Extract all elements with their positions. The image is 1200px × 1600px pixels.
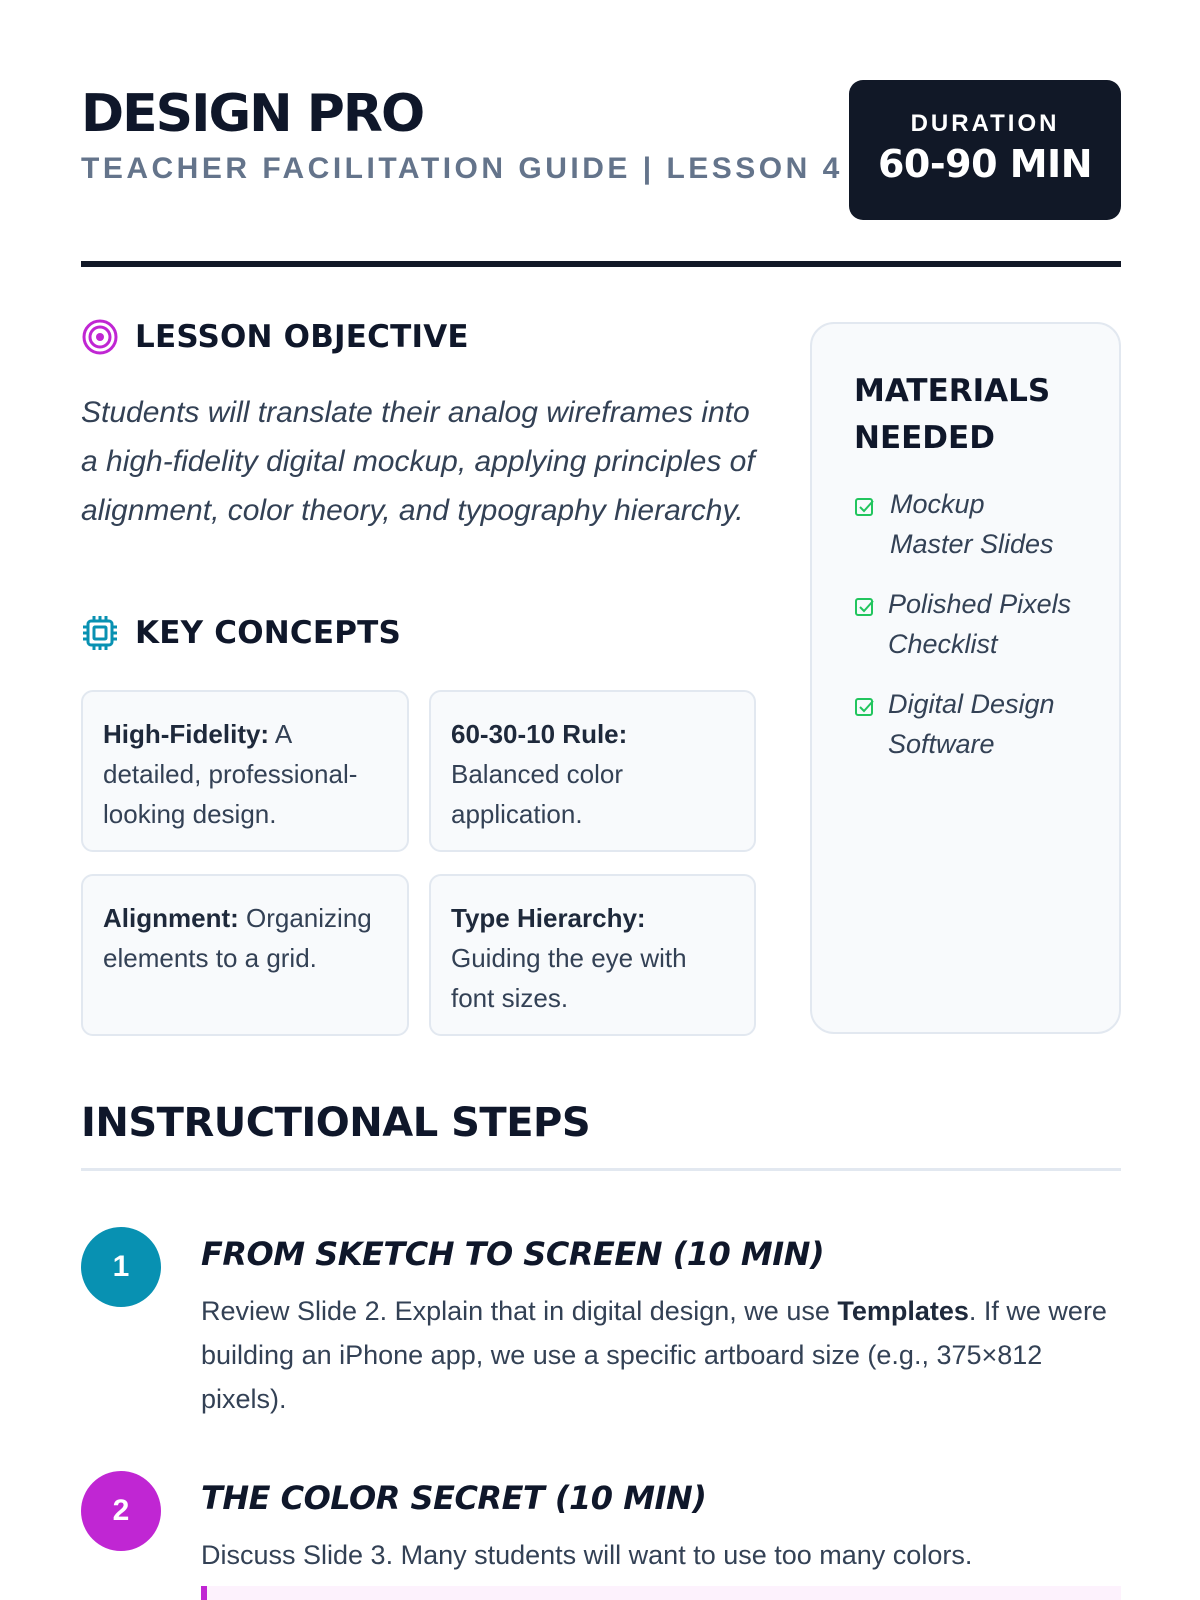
tip-callout (201, 1586, 1121, 1600)
list-item (854, 584, 1099, 664)
concept-cards (81, 690, 756, 1036)
concept-term: 60-30-10 Rule: (451, 719, 628, 749)
concept-term: High-Fidelity: (103, 719, 270, 749)
step-title: THE COLOR SECRET (10 MIN) (201, 1479, 707, 1517)
concept-definition: Organizing elements to a grid. (103, 903, 372, 973)
duration-label: DURATION (910, 110, 1060, 137)
materials-list (854, 484, 1099, 784)
step-number-badge: 2 (81, 1471, 161, 1551)
page-subtitle: TEACHER FACILITATION GUIDE | LESSON 4 (81, 152, 843, 185)
concept-card (429, 874, 756, 1036)
objective-header (81, 318, 469, 356)
concept-card (81, 874, 409, 1036)
concept-definition: Balanced color application. (451, 759, 623, 829)
concept-term: Type Hierarchy: (451, 903, 646, 933)
material-label: Digital Design Software (888, 689, 1055, 759)
objective-heading: LESSON OBJECTIVE (135, 319, 469, 355)
step-body: Discuss Slide 3. Many students will want to use too many colors. (201, 1540, 973, 1570)
checkbox-icon (854, 496, 876, 518)
header (81, 80, 1121, 220)
page-title: DESIGN PRO (81, 84, 424, 144)
materials-heading: MATERIALS NEEDED (854, 373, 1051, 456)
list-item (854, 684, 1099, 764)
concept-card (429, 690, 756, 852)
steps-heading: INSTRUCTIONAL STEPS (81, 1100, 591, 1146)
step-title: FROM SKETCH TO SCREEN (10 MIN) (201, 1235, 825, 1273)
step-body-text: . If we were building an iPhone app, we use a specific artboard size (e.g., 375×812 pixels). (201, 1296, 1107, 1414)
material-label: Polished Pixels Checklist (888, 589, 1072, 659)
concepts-header (81, 614, 401, 652)
target-icon (81, 318, 119, 356)
chip-icon (81, 614, 119, 652)
step-body-emphasis: Templates (837, 1296, 969, 1326)
checkbox-icon (854, 596, 876, 618)
materials-panel (810, 322, 1121, 1034)
material-label: Mockup Master Slides (890, 489, 1054, 559)
concept-card (81, 690, 409, 852)
step-body-text: Review Slide 2. Explain that in digital design, we use (201, 1296, 838, 1326)
concepts-heading: KEY CONCEPTS (135, 615, 402, 651)
list-item (854, 484, 1099, 564)
concept-definition: A detailed, professional-looking design. (103, 719, 358, 829)
checkbox-icon (854, 696, 876, 718)
concept-term: Alignment: (103, 903, 239, 933)
duration-value: 60-90 MIN (877, 142, 1093, 186)
step-number-badge: 1 (81, 1227, 161, 1307)
duration-badge (849, 80, 1121, 220)
concept-definition: Guiding the eye with font sizes. (451, 943, 687, 1013)
objective-text: Students will translate their analog wireframes into a high-fidelity digital mockup, applying principles of alignment, color theory, and typography hierarchy. (81, 396, 755, 527)
header-divider (81, 261, 1121, 267)
steps-divider (81, 1168, 1121, 1171)
step-body (201, 1289, 1111, 1421)
